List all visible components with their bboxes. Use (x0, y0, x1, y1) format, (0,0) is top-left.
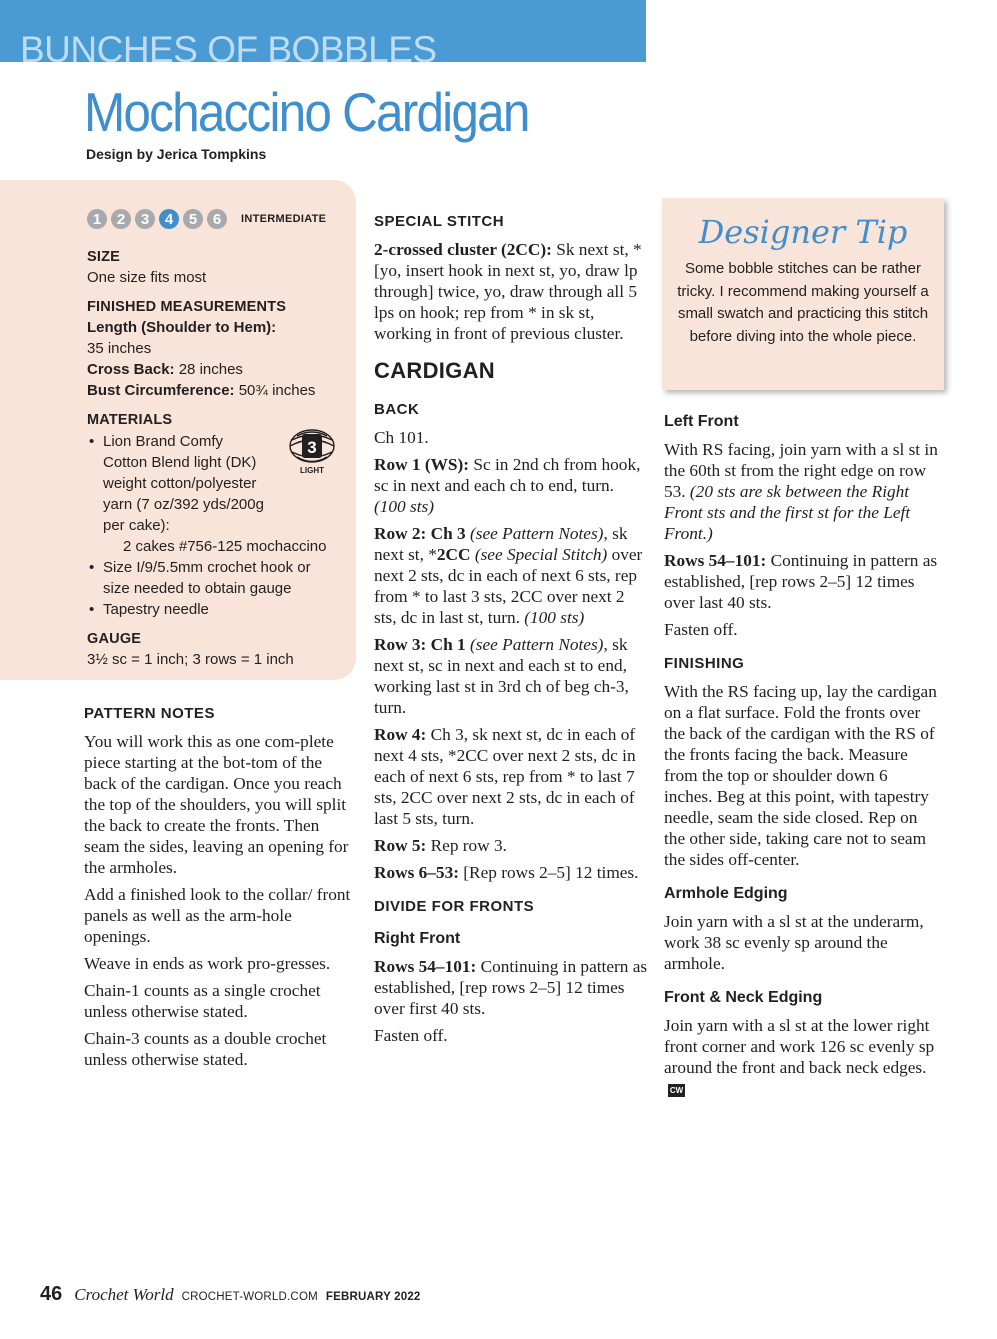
back-heading: BACK (374, 401, 420, 418)
finishing-column (664, 412, 940, 1105)
pattern-notes-column (84, 704, 356, 1076)
size-text: One size fits most (87, 269, 207, 286)
left-front-heading: Left Front (664, 413, 739, 430)
row-1: Row 1 (WS): Sc in 2nd ch from hook, sc in next and each ch to end, turn. (100 sts) (374, 455, 641, 516)
skill-level (87, 208, 347, 230)
rows-6-53: Rows 6–53: [Rep rows 2–5] 12 times. (374, 863, 639, 882)
armhole-edging-text: Join yarn with a sl st at the underarm, work 38 sc evenly sp around the armhole. (664, 912, 924, 973)
right-front-heading: Right Front (374, 930, 461, 947)
website: CROCHET-WORLD.COM (181, 1291, 318, 1303)
yarn-weight-icon (287, 428, 337, 476)
materials-heading: MATERIALS (87, 412, 173, 428)
length-label: Length (Shoulder to Hem): (87, 319, 277, 336)
finishing-text: With the RS facing up, lay the cardigan on a flat surface. Fold the fronts over the back of the cardigan with the RS of the fronts facing the back. Measure from the top or shoulder down 6 inches. Beg at this point, with tapestry needle, seam the side closed. Rep on the other side, taking care not to seam the sides off-center. (664, 682, 937, 869)
special-stitch-heading: SPECIAL STITCH (374, 213, 505, 230)
pattern-notes-heading: PATTERN NOTES (84, 705, 215, 722)
left-front-rows: Rows 54–101: Continuing in pattern as established, [rep rows 2–5] 12 times over last 40 sts. (664, 551, 938, 612)
pattern-note-4: Chain-1 counts as a single crochet unless otherwise stated. (84, 981, 321, 1021)
measurements-heading: FINISHED MEASUREMENTS (87, 299, 287, 315)
end-mark-icon: CW (669, 1086, 684, 1095)
left-front-text: With RS facing, join yarn with a sl st in the 60th st from the right edge on row 53. (20 sts are sk between the Right Front sts and the first st for the Left Front.) (664, 440, 938, 543)
skill-level-4-active: 4 (159, 209, 179, 229)
cross-back: Cross Back: 28 inches (87, 361, 243, 378)
pattern-note-2: Add a finished look to the collar/ front panels as well as the arm-hole openings. (84, 885, 351, 946)
issue-date: FEBRUARY 2022 (325, 1291, 421, 1303)
skill-level-3: 3 (135, 209, 155, 229)
pattern-note-3: Weave in ends as work pro-gresses. (84, 954, 331, 973)
finishing-heading: FINISHING (664, 655, 745, 672)
material-hook: • Size I/9/5.5mm crochet hook or size needed to obtain gauge (87, 557, 347, 599)
neck-edging-text: Join yarn with a sl st at the lower right front corner and work 126 sc evenly sp around the front and back neck edges.CW (664, 1016, 935, 1095)
skill-level-2: 2 (111, 209, 131, 229)
instructions-column (374, 212, 648, 1052)
skill-level-label: INTERMEDIATE (241, 213, 327, 225)
byline (86, 146, 266, 162)
chain-start: Ch 101. (374, 428, 429, 447)
skill-level-6: 6 (207, 209, 227, 229)
cardigan-heading: CARDIGAN (374, 358, 495, 383)
yarn-weight-number: 3 (307, 438, 317, 457)
divide-heading: DIVIDE FOR FRONTS (374, 898, 535, 915)
designer-name: Jerica Tompkins (156, 146, 267, 162)
right-front-rows: Rows 54–101: Continuing in pattern as established, [rep rows 2–5] 12 times over first 40 sts. (374, 957, 648, 1018)
designer-tip-box (662, 198, 944, 390)
section-title: BUNCHES OF BOBBLES (20, 29, 437, 70)
row-4: Row 4: Ch 3, sk next st, dc in each of next 4 sts, *2CC over next 2 sts, dc in each of next 6 sts, rep from * to last 7 sts, 2CC over next 2 sts, dc in each of last 5 sts, turn. (374, 725, 636, 828)
magazine-name: Crochet World (74, 1285, 174, 1304)
size-heading: SIZE (87, 249, 121, 265)
gauge-text: 3½ sc = 1 inch; 3 rows = 1 inch (87, 651, 294, 668)
left-front-fasten: Fasten off. (664, 620, 738, 639)
designer-tip-title: Designer Tip (698, 213, 908, 251)
pattern-note-1: You will work this as one com-plete piece starting at the bot-tom of the back of the cardigan. Once you reach the top of the shoulders, you will split the back to create the fronts. Then seam the sides, leaving an opening for the armholes. (84, 732, 349, 877)
armhole-edging-heading: Armhole Edging (664, 885, 788, 902)
yarn-weight-label: LIGHT (300, 466, 324, 475)
material-yarn: • Lion Brand Comfy Cotton Blend light (DK) weight cotton/polyester yarn (7 oz/392 yds/200g per cake): 2 cakes #756-125 mochaccino (87, 431, 347, 557)
page-number: 46 (40, 1283, 63, 1305)
skill-level-5: 5 (183, 209, 203, 229)
pattern-note-5: Chain-3 counts as a double crochet unless otherwise stated. (84, 1029, 327, 1069)
right-front-fasten: Fasten off. (374, 1026, 448, 1045)
designer-tip-text: Some bobble stitches can be rather tricky. I recommend making yourself a small swatch and practicing this stitch before diving into the whole piece. (677, 260, 929, 345)
row-5: Row 5: Rep row 3. (374, 836, 507, 855)
footer (40, 1283, 421, 1307)
special-stitch-text: 2-crossed cluster (2CC): Sk next st, *[yo, insert hook in next st, yo, draw lp through] twice, yo, draw through all 5 lps on hook; rep from * in sk st, working in front of previous cluster. (374, 240, 642, 343)
neck-edging-heading: Front & Neck Edging (664, 989, 823, 1006)
length-value: 35 inches (87, 340, 152, 357)
row-3: Row 3: Ch 1 (see Pattern Notes), sk next st, sc in next and each st to end, working last st in 3rd ch of beg ch-3, turn. (374, 635, 629, 717)
gauge-heading: GAUGE (87, 631, 142, 647)
row-2: Row 2: Ch 3 (see Pattern Notes), sk next st, *2CC (see Special Stitch) over next 2 sts, dc in each of next 6 sts, rep from * to last 3 sts, 2CC over next 2 sts, dc in last st, turn. (100 sts) (374, 524, 643, 627)
page-title: Mochaccino Cardigan (84, 81, 529, 143)
bust-circumference: Bust Circumference: 50¾ inches (87, 382, 316, 399)
material-needle: • Tapestry needle (87, 599, 347, 620)
skill-level-1: 1 (87, 209, 107, 229)
byline-prefix: Design by (86, 146, 157, 162)
